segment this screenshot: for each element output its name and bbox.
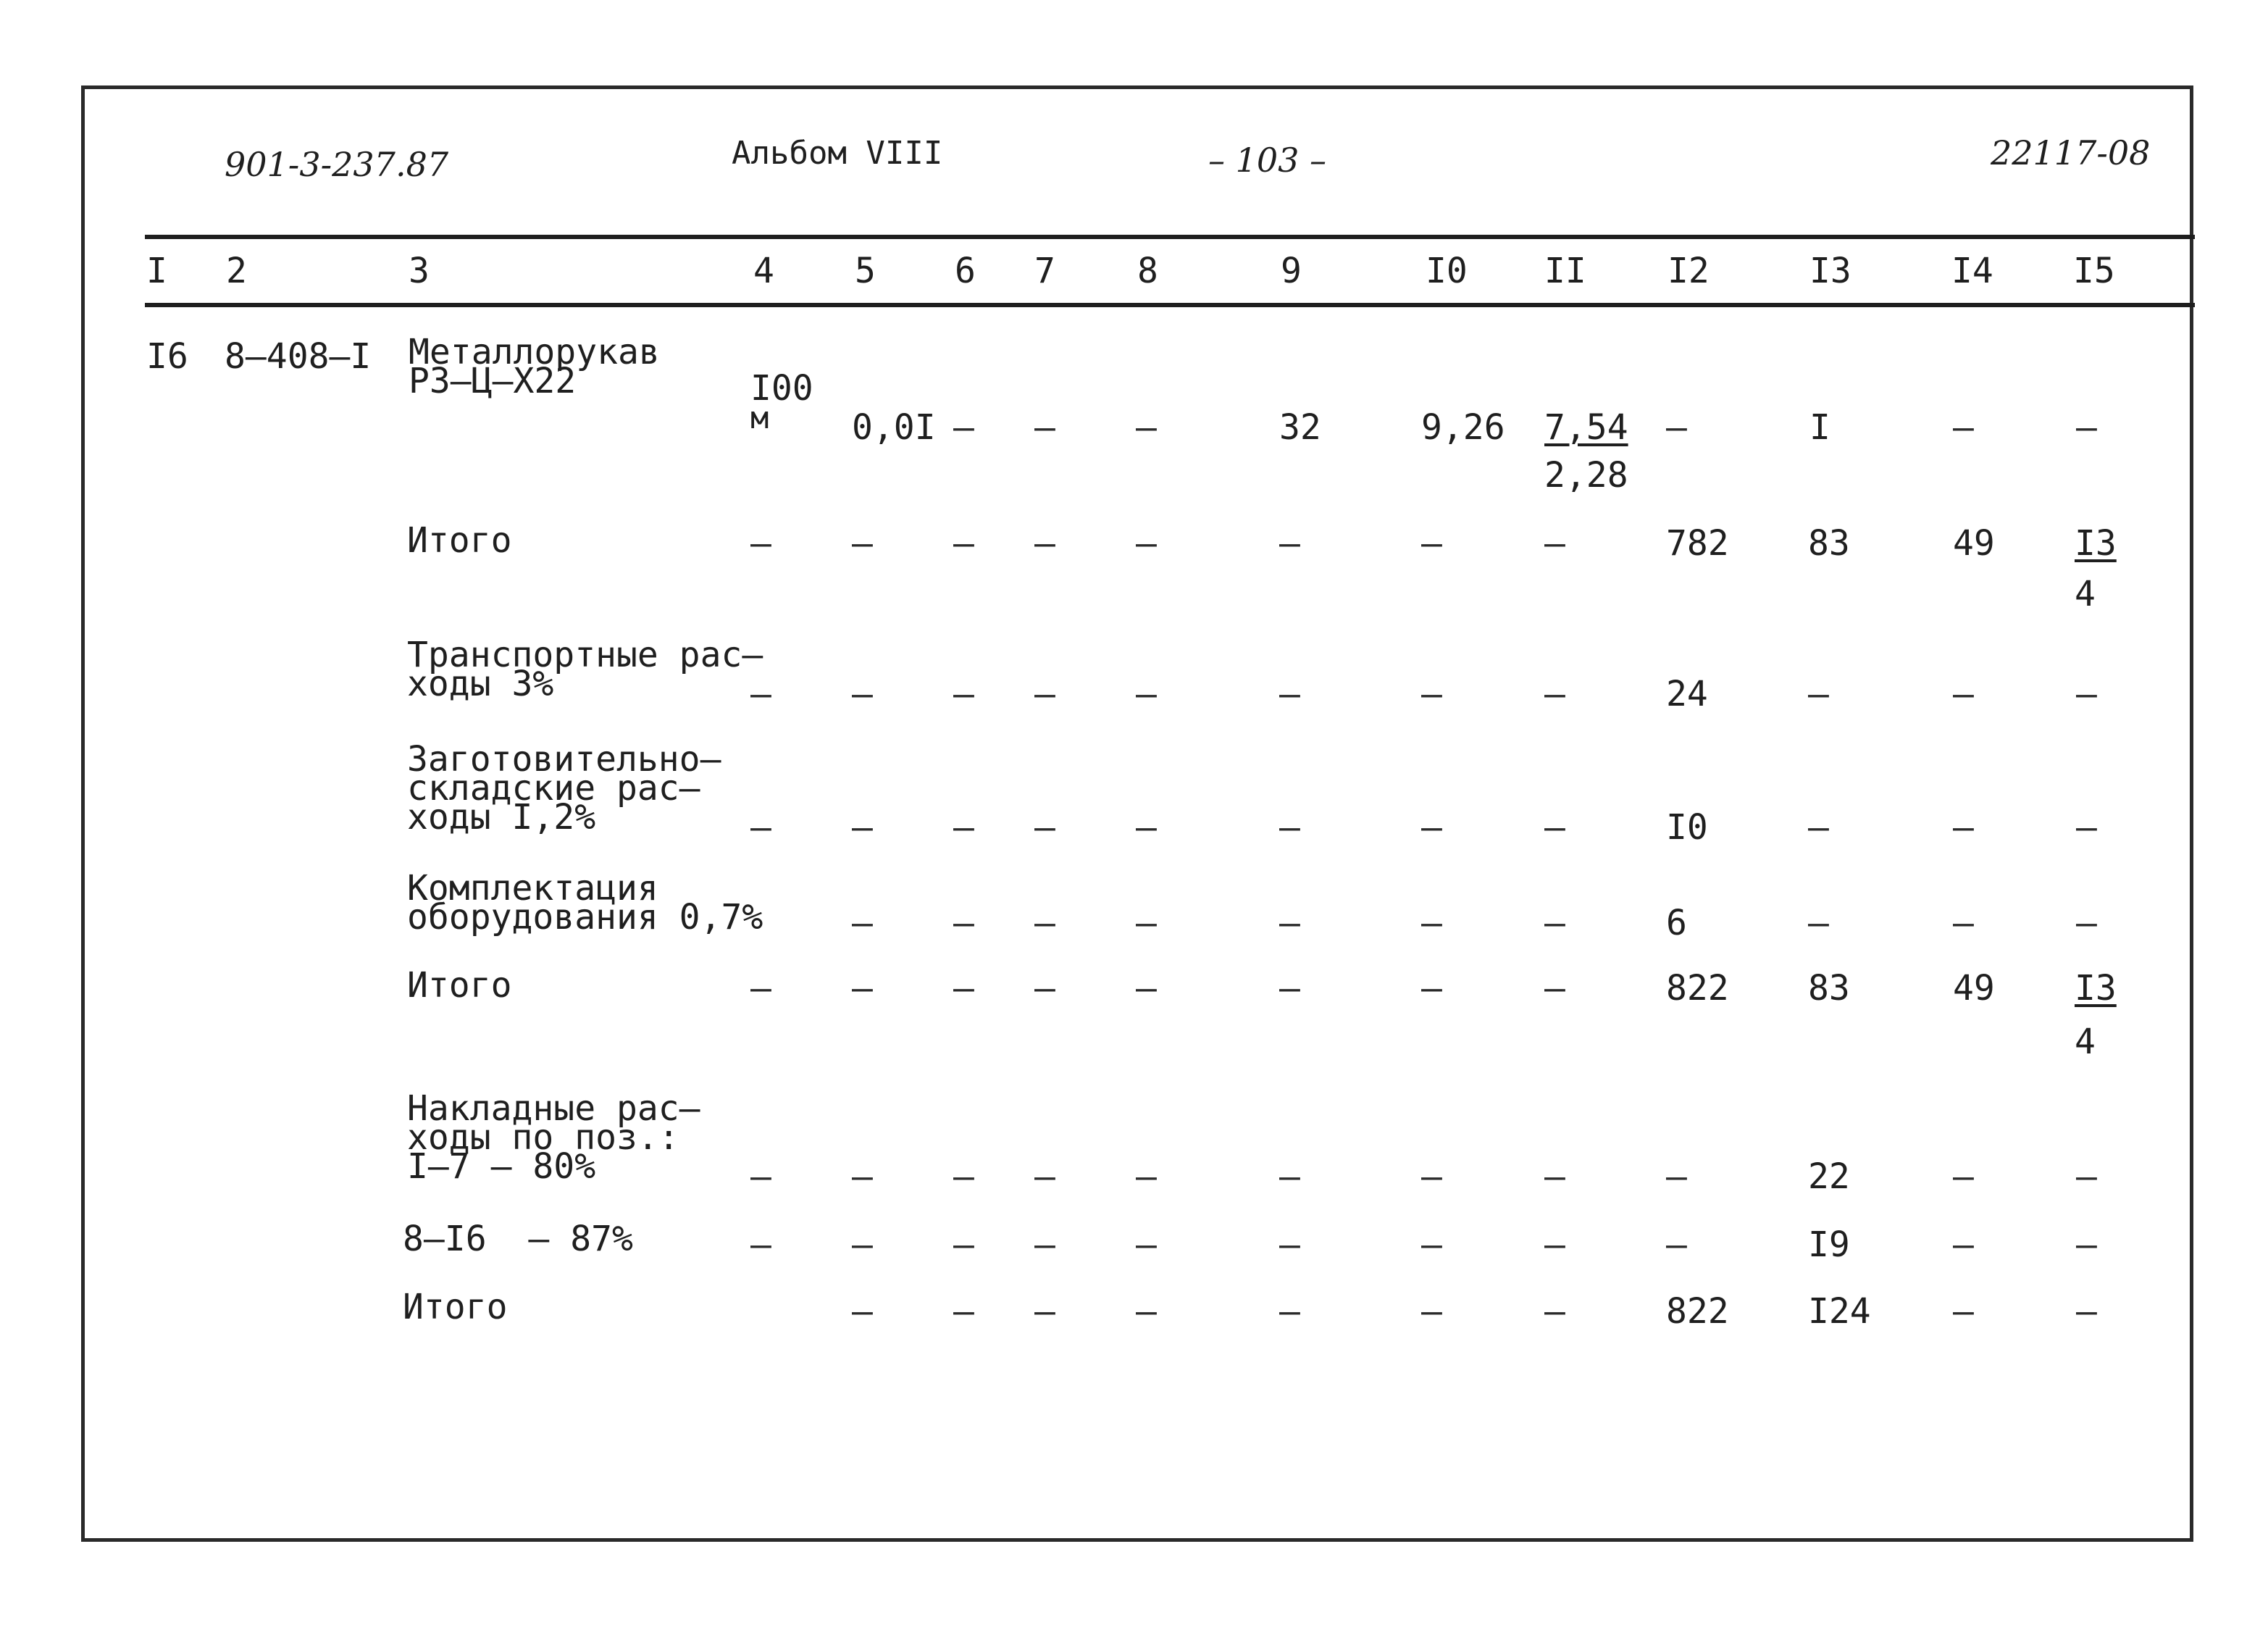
cell: – xyxy=(1953,903,1974,943)
cell: 24 xyxy=(1666,674,1708,714)
col-header: 7 xyxy=(1034,251,1055,291)
cell: – xyxy=(953,1156,974,1197)
cell: – xyxy=(750,523,771,564)
col-header: I4 xyxy=(1951,251,1993,291)
cell: – xyxy=(1136,674,1157,714)
cell: – xyxy=(1034,807,1055,848)
cell: – xyxy=(1421,674,1442,714)
cell: – xyxy=(1421,1156,1442,1197)
cell: 49 xyxy=(1953,523,1995,564)
row-number: I6 xyxy=(146,336,188,377)
row-label: Итого xyxy=(407,965,512,1006)
cell: – xyxy=(1034,1291,1055,1332)
cell: – xyxy=(1034,1224,1055,1265)
row-name-line1: Металлорукав xyxy=(409,332,660,372)
cell: – xyxy=(1666,1224,1687,1265)
cell: – xyxy=(852,807,873,848)
col-header: 9 xyxy=(1281,251,1302,291)
page-number: – 103 – xyxy=(1208,141,1327,180)
cell: – xyxy=(1544,968,1565,1009)
cell: – xyxy=(1544,674,1565,714)
col-header: I3 xyxy=(1809,251,1851,291)
cell: – xyxy=(1953,407,1974,448)
cell: – xyxy=(1666,407,1687,448)
cell: – xyxy=(2076,1224,2097,1265)
row-label-line2: оборудования 0,7% xyxy=(407,897,763,938)
cell-fraction-bottom: 4 xyxy=(2075,1022,2096,1062)
cell: – xyxy=(1136,1291,1157,1332)
cell: 9,26 xyxy=(1421,407,1505,448)
cell: – xyxy=(2076,674,2097,714)
cell: 822 xyxy=(1666,1291,1729,1332)
cell: – xyxy=(1953,674,1974,714)
cell: – xyxy=(1953,807,1974,848)
cell: – xyxy=(953,407,974,448)
cell: – xyxy=(1544,523,1565,564)
cell: – xyxy=(2076,807,2097,848)
cell: – xyxy=(750,968,771,1009)
cell: 49 xyxy=(1953,968,1995,1009)
cell: – xyxy=(750,674,771,714)
cell: – xyxy=(1034,968,1055,1009)
cell: – xyxy=(953,903,974,943)
row-label: Итого xyxy=(407,520,512,561)
cell: – xyxy=(1279,1224,1300,1265)
cell: – xyxy=(1421,807,1442,848)
col-header: I2 xyxy=(1667,251,1710,291)
cell: I9 xyxy=(1808,1224,1850,1265)
cell: – xyxy=(1544,1291,1565,1332)
col-header: 2 xyxy=(226,251,247,291)
cell: – xyxy=(1666,1156,1687,1197)
cell: – xyxy=(1544,903,1565,943)
cell: 22 xyxy=(1808,1156,1850,1197)
row-label-line2: складские рас– xyxy=(407,768,700,809)
cell: – xyxy=(1544,1224,1565,1265)
cell: – xyxy=(1136,1224,1157,1265)
doc-code: 901-3-237.87 xyxy=(225,145,449,184)
cell: – xyxy=(852,523,873,564)
cell: – xyxy=(1808,674,1829,714)
cell: – xyxy=(1034,407,1055,448)
cell: 83 xyxy=(1808,968,1850,1009)
row-label: Итого xyxy=(403,1287,508,1327)
cell: – xyxy=(953,807,974,848)
cell: – xyxy=(1034,903,1055,943)
cell: – xyxy=(1421,903,1442,943)
cell: – xyxy=(1953,1291,1974,1332)
cell: – xyxy=(1136,407,1157,448)
col-header: I5 xyxy=(2073,251,2115,291)
cell: 0,0I xyxy=(852,407,936,448)
row-unit-line2: м xyxy=(750,400,769,435)
cell: – xyxy=(1953,1224,1974,1265)
cell: – xyxy=(1279,674,1300,714)
cell: – xyxy=(1136,968,1157,1009)
cell: – xyxy=(1136,903,1157,943)
row-label-line3: ходы I,2% xyxy=(407,797,596,838)
col-header: 6 xyxy=(955,251,976,291)
cell: – xyxy=(1544,1156,1565,1197)
cell: – xyxy=(1544,807,1565,848)
cell: – xyxy=(1279,523,1300,564)
cell: 822 xyxy=(1666,968,1729,1009)
cell: – xyxy=(852,1291,873,1332)
cell: – xyxy=(1953,1156,1974,1197)
cell: – xyxy=(2076,1156,2097,1197)
album-label: Альбом VIII xyxy=(732,135,943,172)
cell: – xyxy=(1279,1291,1300,1332)
row-label-line1: Накладные рас– xyxy=(407,1088,700,1129)
cell: – xyxy=(953,968,974,1009)
cell: – xyxy=(1421,968,1442,1009)
cell: I24 xyxy=(1808,1291,1871,1332)
cell: – xyxy=(953,1224,974,1265)
cell: – xyxy=(852,674,873,714)
cell: – xyxy=(1279,968,1300,1009)
cell: – xyxy=(2076,1291,2097,1332)
header-rule-top xyxy=(145,235,2195,239)
cell-fraction-top: I3 xyxy=(2075,523,2117,564)
cell: I0 xyxy=(1666,807,1708,848)
cell: – xyxy=(1279,807,1300,848)
cell-fraction-top: 7,54 xyxy=(1544,407,1628,448)
cell: – xyxy=(750,1224,771,1265)
cell-fraction-top: I3 xyxy=(2075,968,2117,1009)
col-header: 4 xyxy=(753,251,774,291)
row-label-line1: Комплектация xyxy=(407,868,658,909)
cell: 83 xyxy=(1808,523,1850,564)
row-label-line1: Транспортные рас– xyxy=(407,635,763,675)
cell: – xyxy=(1136,1156,1157,1197)
cell: 32 xyxy=(1279,407,1321,448)
cell: – xyxy=(1034,674,1055,714)
cell-fraction-bottom: 2,28 xyxy=(1544,455,1628,496)
row-name-line2: РЗ–Ц–Х22 xyxy=(409,361,577,401)
col-header: I xyxy=(146,251,167,291)
cell: 6 xyxy=(1666,903,1687,943)
col-header: 8 xyxy=(1137,251,1158,291)
row-label-line1: Заготовительно– xyxy=(407,739,721,780)
row-label-line2: ходы 3% xyxy=(407,664,554,704)
row-label: 8–I6 – 87% xyxy=(403,1219,633,1259)
cell: – xyxy=(1421,1224,1442,1265)
cell: – xyxy=(852,968,873,1009)
cell: – xyxy=(852,903,873,943)
col-header: I0 xyxy=(1426,251,1468,291)
doc-number: 22117-08 xyxy=(1991,133,2151,172)
row-label-line3: I–7 – 80% xyxy=(407,1146,596,1187)
row-unit-line1: I00 xyxy=(750,368,813,409)
cell: – xyxy=(750,807,771,848)
col-header: 3 xyxy=(409,251,430,291)
cell: – xyxy=(1279,903,1300,943)
cell: – xyxy=(2076,407,2097,448)
col-header: 5 xyxy=(855,251,876,291)
cell: – xyxy=(1034,523,1055,564)
cell: – xyxy=(750,1156,771,1197)
cell: – xyxy=(1421,523,1442,564)
cell: – xyxy=(1136,807,1157,848)
cell: – xyxy=(1808,903,1829,943)
cell: – xyxy=(2076,903,2097,943)
cell: – xyxy=(852,1224,873,1265)
cell: – xyxy=(953,674,974,714)
cell: – xyxy=(1279,1156,1300,1197)
cell: 782 xyxy=(1666,523,1729,564)
cell: – xyxy=(1034,1156,1055,1197)
cell-fraction-bottom: 4 xyxy=(2075,574,2096,614)
cell: – xyxy=(1808,807,1829,848)
cell: – xyxy=(953,523,974,564)
cell: I xyxy=(1809,407,1830,448)
col-header: II xyxy=(1544,251,1586,291)
header-rule-bottom xyxy=(145,303,2195,307)
cell: – xyxy=(953,1291,974,1332)
row-label-line2: ходы по поз.: xyxy=(407,1117,679,1158)
cell: – xyxy=(852,1156,873,1197)
cell: – xyxy=(1136,523,1157,564)
row-code: 8–408–I xyxy=(225,336,372,377)
cell: – xyxy=(1421,1291,1442,1332)
